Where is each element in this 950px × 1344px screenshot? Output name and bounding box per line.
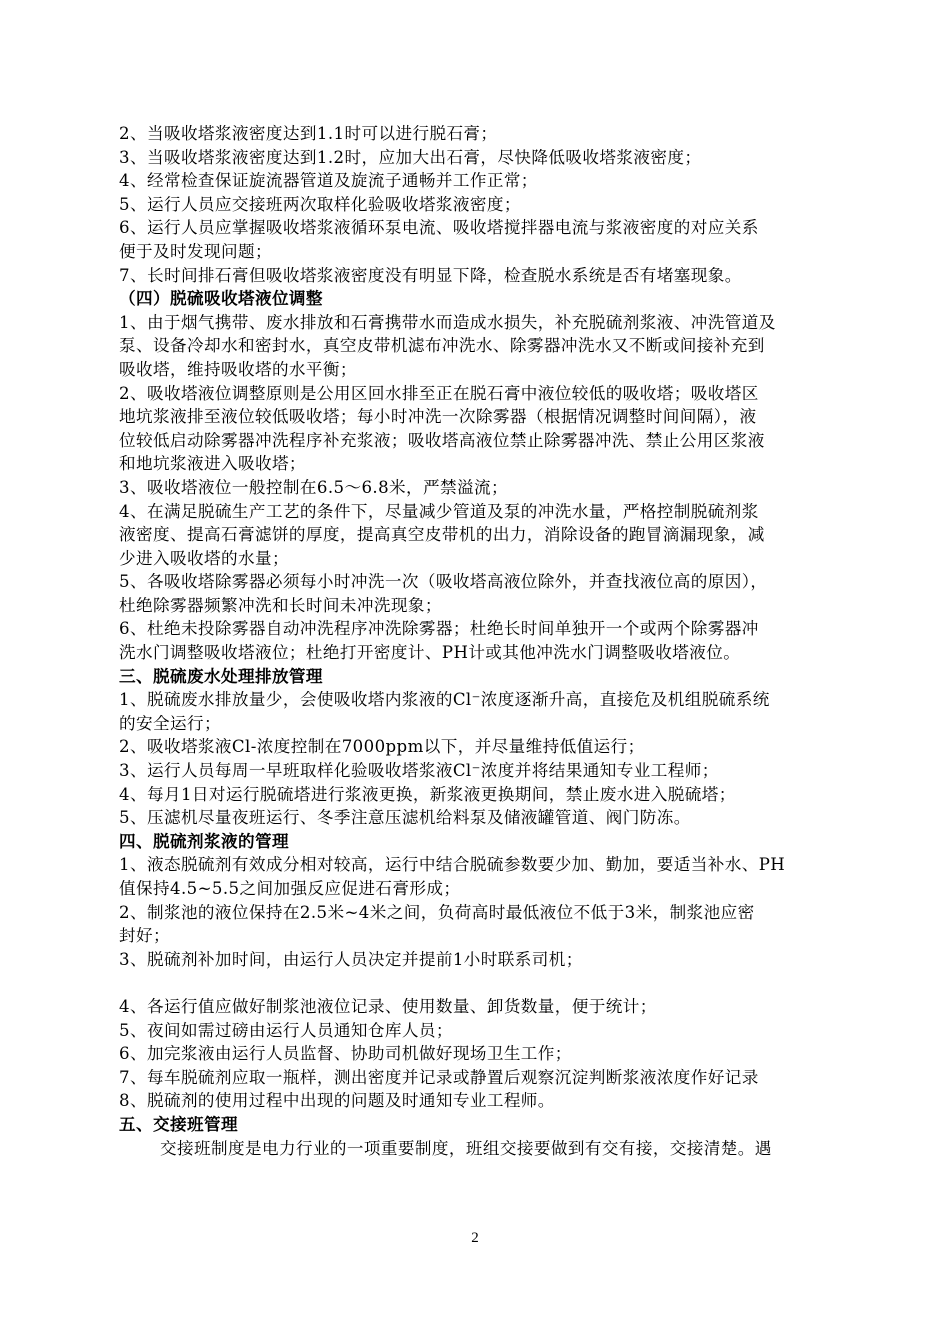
list-item: 3、运行人员每周一早班取样化验吸收塔浆液Cl⁻浓度并将结果通知专业工程师； (119, 761, 719, 781)
list-item: 4、经常检查保证旋流器管道及旋流子通畅并工作正常； (119, 171, 538, 191)
list-item: 5、夜间如需过磅由运行人员通知仓库人员； (119, 1020, 453, 1040)
list-item: 6、运行人员应掌握吸收塔浆液循环泵电流、吸收塔搅拌器电流与浆液密度的对应关系 (119, 218, 759, 238)
list-item: 杜绝除雾器频繁冲洗和长时间未冲洗现象； (119, 595, 442, 615)
list-item: 吸收塔，维持吸收塔的水平衡； (119, 359, 357, 379)
section-heading: 三、脱硫废水处理排放管理 (119, 665, 323, 686)
document-body (119, 122, 841, 1160)
list-item: 4、在满足脱硫生产工艺的条件下，尽量减少管道及泵的冲洗水量，严格控制脱硫剂浆 (119, 501, 759, 521)
list-item: 泵、设备冷却水和密封水，真空皮带机滤布冲洗水、除雾器冲洗水又不断或间接补充到 (119, 336, 765, 356)
section-heading: （四）脱硫吸收塔液位调整 (119, 288, 323, 309)
list-item: 5、运行人员应交接班两次取样化验吸收塔浆液密度； (119, 194, 521, 214)
list-item: 洗水门调整吸收塔液位；杜绝打开密度计、PH计或其他冲洗水门调整吸收塔液位。 (119, 643, 741, 663)
list-item: 2、吸收塔浆液Cl-浓度控制在7000ppm以下，并尽量维持低值运行； (119, 737, 645, 757)
blank-line (119, 971, 841, 995)
list-item: 5、压滤机尽量夜班运行、冬季注意压滤机给料泵及储液罐管道、阀门防冻。 (119, 808, 691, 828)
section-heading: 五、交接班管理 (119, 1113, 238, 1134)
list-item: 5、各吸收塔除雾器必须每小时冲洗一次（吸收塔高液位除外，并查找液位高的原因）， (119, 572, 768, 592)
list-item: 1、由于烟气携带、废水排放和石膏携带水而造成水损失，补充脱硫剂浆液、冲洗管道及 (119, 312, 776, 332)
list-item: 3、当吸收塔浆液密度达到1.2时，应加大出石膏，尽快降低吸收塔浆液密度； (119, 147, 702, 167)
list-item: 2、制浆池的液位保持在2.5米~4米之间，负荷高时最低液位不低于3米，制浆池应密 (119, 902, 755, 922)
list-item: 和地坑浆液进入吸收塔； (119, 454, 306, 474)
list-item: 4、每月1日对运行脱硫塔进行浆液更换，新浆液更换期间，禁止废水进入脱硫塔； (119, 784, 736, 804)
list-item: 2、当吸收塔浆液密度达到1.1时可以进行脱石膏； (119, 124, 498, 143)
list-item: 1、脱硫废水排放量少，会使吸收塔内浆液的Cl⁻浓度逐渐升高，直接危及机组脱硫系统 (119, 690, 770, 710)
list-item: 7、每车脱硫剂应取一瓶样，测出密度并记录或静置后观察沉淀判断浆液浓度作好记录 (119, 1067, 759, 1087)
list-item: 3、脱硫剂补加时间，由运行人员决定并提前1小时联系司机； (119, 949, 583, 969)
list-item: 7、长时间排石膏但吸收塔浆液密度没有明显下降，检查脱水系统是否有堵塞现象。 (119, 265, 742, 285)
paragraph: 交接班制度是电力行业的一项重要制度，班组交接要做到有交有接，交接清楚。遇 (160, 1138, 772, 1158)
list-item: 的安全运行； (119, 713, 221, 733)
list-item: 3、吸收塔液位一般控制在6.5～6.8米，严禁溢流； (119, 477, 509, 497)
list-item: 值保持4.5~5.5之间加强反应促进石膏形成； (119, 879, 461, 898)
list-item: 便于及时发现问题； (119, 241, 272, 261)
list-item: 1、液态脱硫剂有效成分相对较高，运行中结合脱硫参数要少加、勤加，要适当补水、PH (119, 855, 786, 875)
list-item: 2、吸收塔液位调整原则是公用区回水排至正在脱石膏中液位较低的吸收塔；吸收塔区 (119, 383, 759, 403)
list-item: 6、杜绝未投除雾器自动冲洗程序冲洗除雾器；杜绝长时间单独开一个或两个除雾器冲 (119, 619, 759, 639)
section-heading: 四、脱硫剂浆液的管理 (119, 830, 289, 851)
list-item: 6、加完浆液由运行人员监督、协助司机做好现场卫生工作； (119, 1044, 572, 1064)
list-item: 8、脱硫剂的使用过程中出现的问题及时通知专业工程师。 (119, 1091, 555, 1111)
list-item: 少进入吸收塔的水量； (119, 548, 289, 568)
list-item: 封好； (119, 926, 170, 946)
list-item: 4、各运行值应做好制浆池液位记录、使用数量、卸货数量，便于统计； (119, 996, 657, 1016)
list-item: 地坑浆液排至液位较低吸收塔；每小时冲洗一次除雾器（根据情况调整时间间隔），液 (119, 407, 757, 427)
list-item: 液密度、提高石膏滤饼的厚度，提高真空皮带机的出力，消除设备的跑冒滴漏现象，减 (119, 525, 765, 545)
page-number: 2 (471, 1230, 479, 1246)
list-item: 位较低启动除雾器冲洗程序补充浆液；吸收塔高液位禁止除雾器冲洗、禁止公用区浆液 (119, 430, 765, 450)
